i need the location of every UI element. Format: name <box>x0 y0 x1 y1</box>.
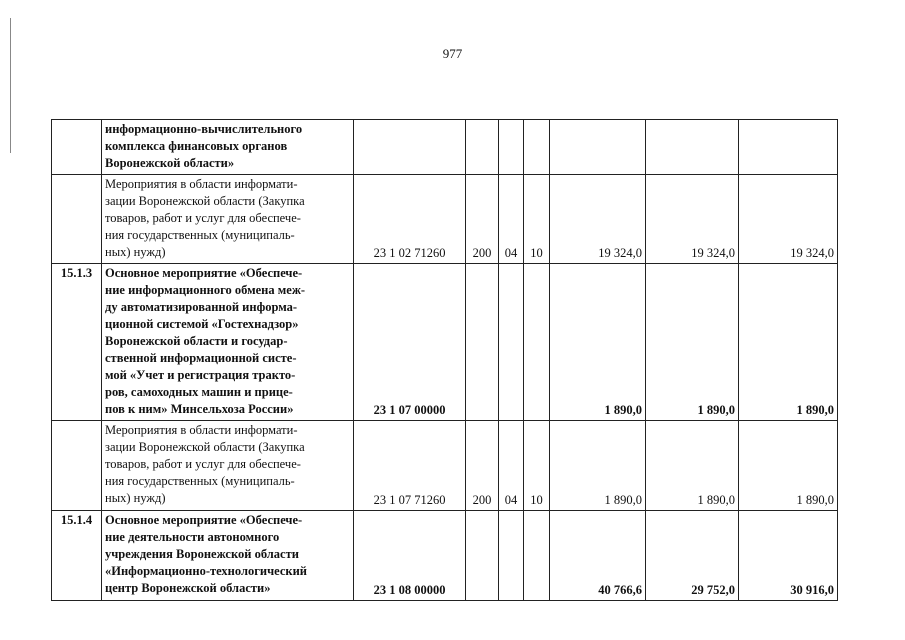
row-description: информационно-вычислительного комплекса финансовых органов Воронежской области» <box>102 120 354 175</box>
row-value-3 <box>739 120 838 175</box>
row-kcsr: 23 1 08 00000 <box>354 511 466 601</box>
row-value-1: 40 766,6 <box>550 511 646 601</box>
row-vr: 200 <box>466 175 499 264</box>
row-code <box>52 120 102 175</box>
row-value-2 <box>646 120 739 175</box>
row-value-3: 1 890,0 <box>739 264 838 421</box>
row-rz <box>499 264 524 421</box>
row-description: Основное мероприятие «Обеспече- ние информационного обмена меж- ду автоматизированной информа- ционной системой «Гостехнадзор» Воронежской области и государ- ственной информационной систе- мой «Учет и регистрация тракто- ров, самоходных машин и прице- пов к ним» Минсельхоза России» <box>102 264 354 421</box>
row-value-2: 1 890,0 <box>646 421 739 511</box>
row-value-3: 19 324,0 <box>739 175 838 264</box>
row-pr: 10 <box>524 175 550 264</box>
row-vr <box>466 511 499 601</box>
row-value-3: 30 916,0 <box>739 511 838 601</box>
row-code: 15.1.3 <box>52 264 102 421</box>
row-rz <box>499 120 524 175</box>
row-rz: 04 <box>499 421 524 511</box>
row-value-1: 1 890,0 <box>550 264 646 421</box>
row-description: Мероприятия в области информати- зации Воронежской области (Закупка товаров, работ и услуг для обеспече- ния государственных (муниципаль- ных) нужд) <box>102 175 354 264</box>
row-kcsr: 23 1 07 00000 <box>354 264 466 421</box>
row-description: Мероприятия в области информати- зации Воронежской области (Закупка товаров, работ и услуг для обеспече- ния государственных (муниципаль- ных) нужд) <box>102 421 354 511</box>
row-pr: 10 <box>524 421 550 511</box>
row-kcsr: 23 1 07 71260 <box>354 421 466 511</box>
row-value-3: 1 890,0 <box>739 421 838 511</box>
row-pr <box>524 264 550 421</box>
budget-table <box>51 119 838 601</box>
table-row <box>52 511 838 601</box>
table-row <box>52 264 838 421</box>
row-vr: 200 <box>466 421 499 511</box>
row-value-1: 19 324,0 <box>550 175 646 264</box>
row-code: 15.1.4 <box>52 511 102 601</box>
row-value-2: 29 752,0 <box>646 511 739 601</box>
row-value-2: 1 890,0 <box>646 264 739 421</box>
row-rz <box>499 511 524 601</box>
row-code <box>52 421 102 511</box>
row-code <box>52 175 102 264</box>
table-row <box>52 120 838 175</box>
row-description: Основное мероприятие «Обеспече- ние деятельности автономного учреждения Воронежской области «Информационно-технологический центр Воронежской области» <box>102 511 354 601</box>
row-kcsr: 23 1 02 71260 <box>354 175 466 264</box>
table-row <box>52 421 838 511</box>
table-row <box>52 175 838 264</box>
row-kcsr <box>354 120 466 175</box>
row-value-1 <box>550 120 646 175</box>
row-rz: 04 <box>499 175 524 264</box>
row-pr <box>524 511 550 601</box>
page-number: 977 <box>442 46 463 61</box>
row-value-2: 19 324,0 <box>646 175 739 264</box>
scan-edge-line <box>10 18 11 153</box>
row-vr <box>466 264 499 421</box>
row-vr <box>466 120 499 175</box>
row-pr <box>524 120 550 175</box>
row-value-1: 1 890,0 <box>550 421 646 511</box>
